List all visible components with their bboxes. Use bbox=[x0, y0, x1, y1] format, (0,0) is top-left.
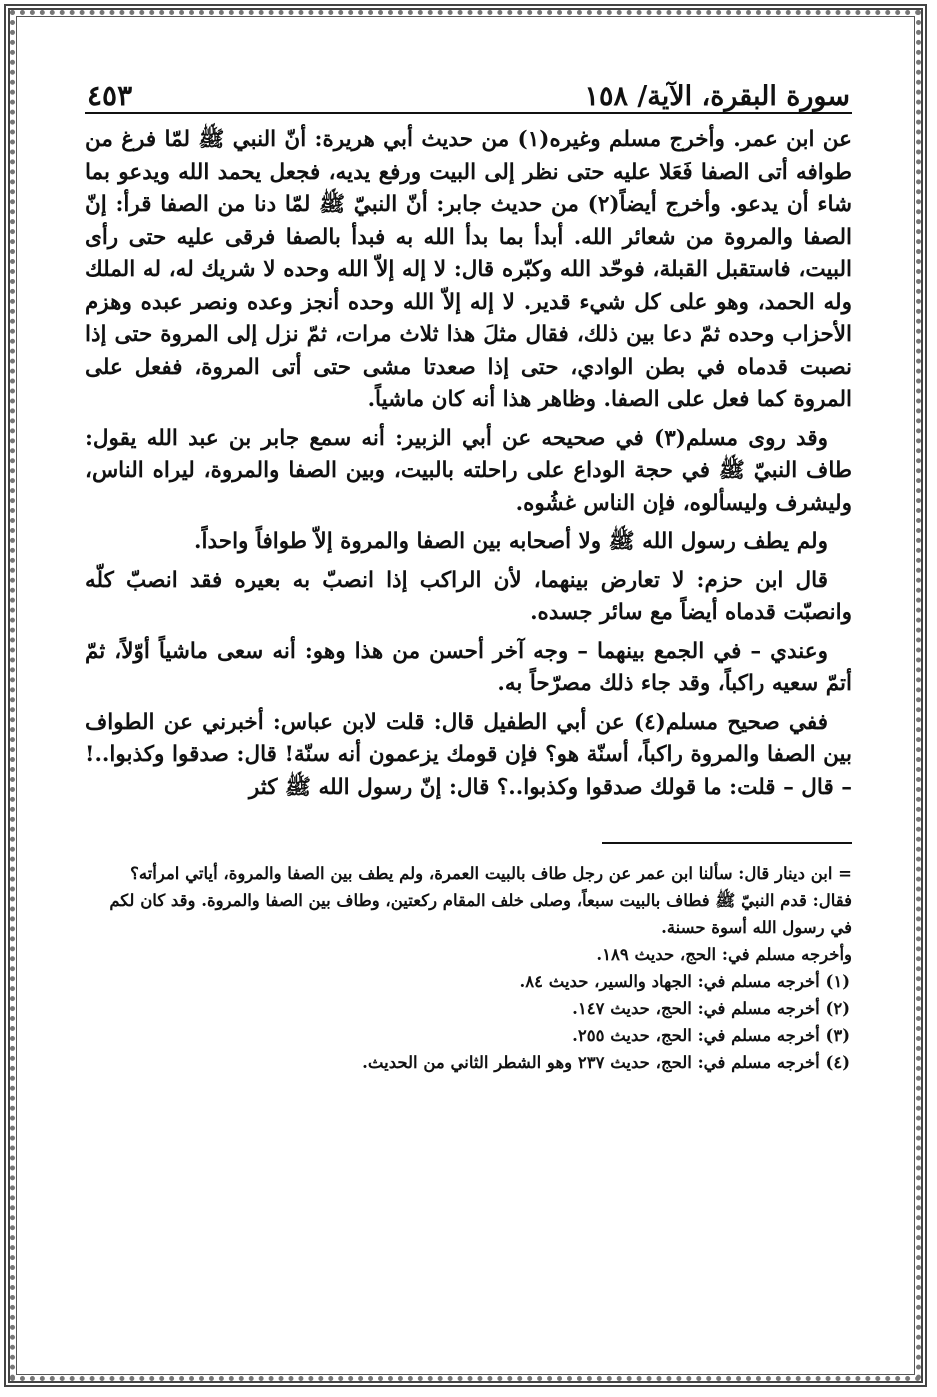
running-title: سورة البقرة، الآية/ ١٥٨ bbox=[584, 81, 850, 112]
footnote-1: (١) أخرجه مسلم في: الجهاد والسير، حديث ٨٤. bbox=[519, 972, 850, 991]
footnote-separator bbox=[602, 842, 852, 844]
footnote-3: (٣) أخرجه مسلم في: الحج، حديث ٢٥٥. bbox=[572, 1026, 850, 1045]
footnote-continuation-ref: وأخرجه مسلم في: الحج، حديث ١٨٩. bbox=[596, 945, 852, 964]
page-header bbox=[85, 56, 852, 114]
footnotes bbox=[85, 860, 852, 1076]
paragraph-1: عن ابن عمر. وأخرج مسلم وغيره(١) من حديث أبي هريرة: أنّ النبي ﷺ لمّا فرغ من طوافه أتى الصفا فَعَلا عليه حتى نظر إلى البيت ورفع يديه، فجعل يحمد الله ويدعو بما شاء أن يدعو. وأخرج أيضاً(٢) من حديث جابر: أنّ النبيّ ﷺ لمّا دنا من الصفا قرأ: إنّ الصفا والمروة من شعائر الله. أبدأ بما بدأ الله به فبدأ بالصفا فرقى عليه حتى رأى البيت، فاستقبل القبلة، فوحّد الله وكبّره قال: لا إله إلاّ الله وحده لا شريك له، له الملك وله الحمد، وهو على كل شيء قدير. لا إله إلاّ الله وحده أنجز وعده ونصر عبده وهزم الأحزاب وحده ثمّ دعا بين ذلك، فقال مثلَ هذا ثلاث مرات، ثمّ نزل إلى المروة حتى إذا نصبت قدماه في بطن الوادي، حتى إذا صعدتا مشى حتى أتى المروة، ففعل على المروة كما فعل على الصفا. وظاهر هذا أنه كان ماشياً. bbox=[85, 127, 853, 412]
footnote-continuation: = ابن دينار قال: سألنا ابن عمر عن رجل طاف بالبيت العمرة، ولم يطف بين الصفا والمروة، أياتي امرأته؟ فقال: قدم النبيّ ﷺ فطاف بالبيت سبعاً، وصلى خلف المقام ركعتين، وطاف بين الصفا والمروة. وقد كان لكم في رسول الله أسوة حسنة. bbox=[109, 864, 852, 937]
main-text bbox=[85, 124, 852, 804]
book-page bbox=[85, 56, 852, 1076]
paragraph-3: ولم يطف رسول الله ﷺ ولا أصحابه بين الصفا والمروة إلاّ طوافاً واحداً. bbox=[194, 529, 828, 554]
paragraph-6: ففي صحيح مسلم(٤) عن أبي الطفيل قال: قلت لابن عباس: أخبرني عن الطواف بين الصفا والمروة راكباً، أسنّة هو؟ فإن قومك يزعمون أنه سنّة! قال: صدقوا وكذبوا..! – قال – قلت: ما قولك صدقوا وكذبوا..؟ قال: إنّ رسول الله ﷺ كثر bbox=[85, 709, 853, 800]
paragraph-5: وعندي – في الجمع بينهما – وجه آخر أحسن من هذا وهو: أنه سعى ماشياً أوّلاً، ثمّ أتمّ سعيه راكباً، وقد جاء ذلك مصرّحاً به. bbox=[85, 638, 852, 696]
paragraph-4: قال ابن حزم: لا تعارض بينهما، لأن الراكب إذا انصبّ به بعيره فقد انصبّ كلّه وانصبّت قدماه أيضاً مع سائر جسده. bbox=[85, 567, 852, 625]
paragraph-2: وقد روى مسلم(٣) في صحيحه عن أبي الزبير: أنه سمع جابر بن عبد الله يقول: طاف النبيّ ﷺ في حجة الوداع على راحلته بالبيت، وبين الصفا والمروة، ليراه الناس، وليشرف وليسألوه، فإن الناس غشُوه. bbox=[85, 425, 852, 516]
footnote-2: (٢) أخرجه مسلم في: الحج، حديث ١٤٧. bbox=[572, 999, 850, 1018]
footnote-4: (٤) أخرجه مسلم في: الحج، حديث ٢٣٧ وهو الشطر الثاني من الحديث. bbox=[362, 1053, 850, 1072]
page-number: ٤٥٣ bbox=[87, 79, 133, 112]
